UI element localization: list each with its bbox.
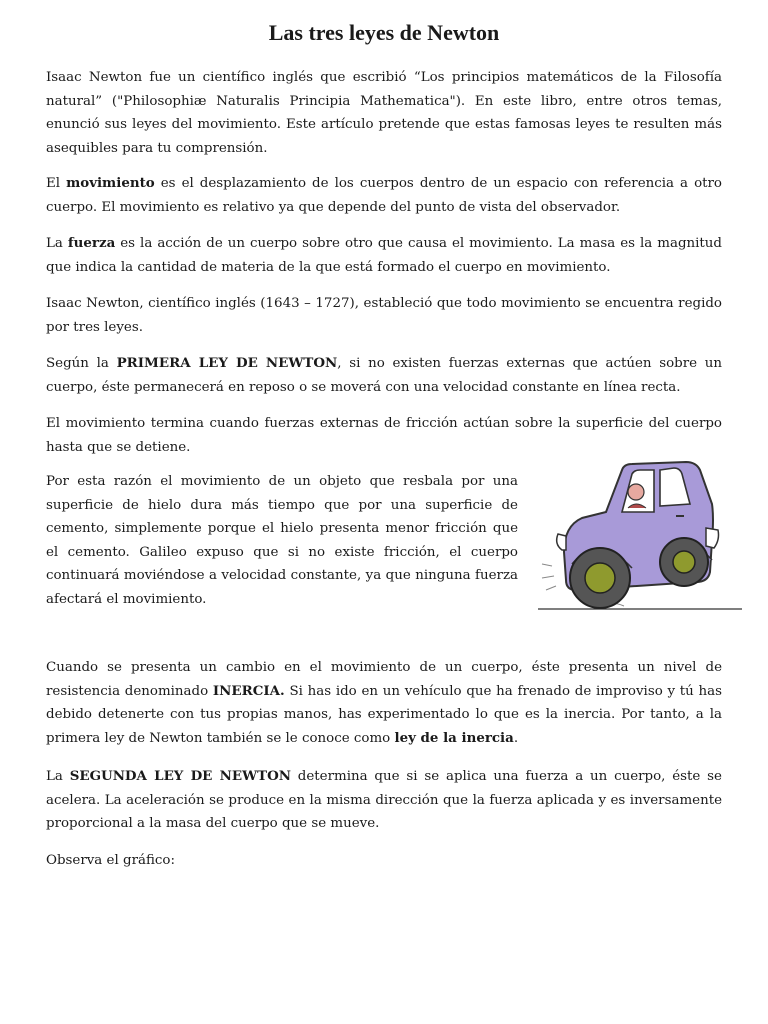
- term-inercia: INERCIA.: [212, 682, 285, 699]
- text: , si no existen fuerzas externas que actúen sobre un cuerpo, éste permanecerá en reposo o se moverá con una velocidad constante en línea recta.: [46, 356, 722, 395]
- term-primera-ley: PRIMERA LEY DE NEWTON: [116, 355, 338, 371]
- page-title: Las tres leyes de Newton: [268, 20, 500, 45]
- text: Si has ido en un vehículo que ha frenado de improviso y tú has debido detenerte con tus propias manos, has experimentado lo que es la inercia. Por tanto, a la primera ley de Newton también se le conoce como: [46, 683, 722, 746]
- text: El: [46, 176, 67, 191]
- paragraph-movimiento: [46, 172, 722, 219]
- text: Cuando se presenta un cambio en el movimiento de un cuerpo, éste presenta un nivel de resistencia denominado: [46, 660, 722, 699]
- term-movimiento: movimiento: [66, 175, 155, 191]
- text: es el desplazamiento de los cuerpos dentro de un espacio con referencia a otro cuerpo. El movimiento es relativo ya que depende del punto de vista del observador.: [46, 176, 722, 215]
- paragraph-primera-ley: [46, 352, 722, 399]
- paragraph-intro: Isaac Newton fue un científico inglés que escribió “Los principios matemáticos de la Filosofía natural” ("Philosophiæ Naturalis Principia Mathematica"). En este libro, entre otros temas, enunció sus leyes del movimiento. Este artículo pretende que estas famosas leyes te resulten más asequibles para tu comprensión.: [46, 70, 722, 156]
- term-fuerza: fuerza: [67, 235, 116, 251]
- paragraph-observa: Observa el gráfico:: [46, 853, 175, 868]
- term-ley-inercia: ley de la inercia: [394, 729, 514, 746]
- text: La: [46, 236, 68, 251]
- paragraph-tres-leyes: Isaac Newton, científico inglés (1643 – 1727), estableció que todo movimiento se encuentra regido por tres leyes.: [46, 296, 722, 335]
- text: es la acción de un cuerpo sobre otro que causa el movimiento. La masa es la magnitud que indica la cantidad de materia de la que está formado el cuerpo en movimiento.: [46, 236, 722, 275]
- text: .: [513, 730, 519, 746]
- paragraph-fuerza: [46, 232, 722, 279]
- text: determina que si se aplica una fuerza a un cuerpo, éste se acelera. La aceleración se produce en la misma dirección que la fuerza aplicada y es inversamente proporcional a la masa del cuerpo que se mueve.: [46, 769, 722, 831]
- paragraph-segunda-ley: [46, 765, 722, 836]
- paragraph-inercia: [46, 656, 722, 750]
- braking-car-illustration: [536, 456, 742, 612]
- paragraph-friccion: El movimiento termina cuando fuerzas externas de fricción actúan sobre la superficie del cuerpo hasta que se detiene.: [46, 416, 722, 455]
- text: La: [46, 769, 70, 784]
- term-segunda-ley: SEGUNDA LEY DE NEWTON: [69, 768, 291, 784]
- text: Según la: [46, 356, 117, 371]
- paragraph-hielo: Por esta razón el movimiento de un objeto que resbala por una superficie de hielo dura más tiempo que por una superficie de cemento, simplemente porque el hielo presenta menor fricción que el cemento. Galileo expuso que si no existe fricción, el cuerpo continuará moviéndose a velocidad constante, ya que ninguna fuerza afectará el movimiento.: [46, 474, 518, 607]
